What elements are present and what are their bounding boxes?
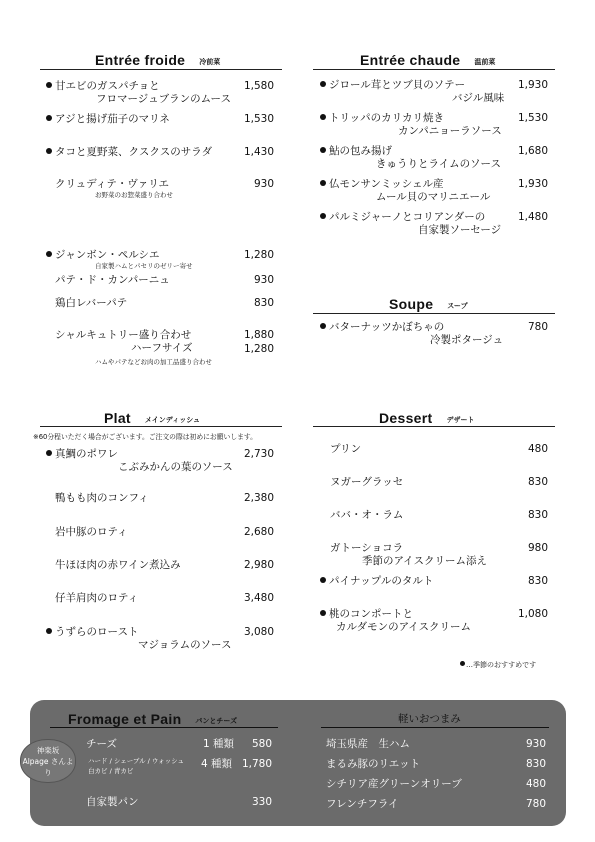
recommended-dot-icon xyxy=(320,610,326,616)
menu-item: 鴨もも肉のコンフィ xyxy=(55,492,149,504)
menu-item: うずらのロースト マジョラムのソース xyxy=(46,626,231,652)
fromage-title: Fromage et Pain xyxy=(68,711,182,727)
menu-item: 真鯛のポワレ こぶみかんの葉のソース xyxy=(46,448,233,474)
menu-item-price: 930 xyxy=(253,178,274,190)
recommended-dot-icon xyxy=(46,450,52,456)
recommended-dot-icon xyxy=(46,251,52,257)
soupe-heading xyxy=(389,296,468,312)
otsumami-item: フレンチフライ xyxy=(326,798,399,810)
otsumami-item: 埼玉県産 生ハム xyxy=(326,738,410,750)
menu-item-price: 1,080 xyxy=(517,608,548,620)
fromage-rule xyxy=(50,727,278,728)
menu-item-price: 2,730 xyxy=(243,448,274,460)
plat-heading xyxy=(104,410,200,426)
recommended-dot-icon xyxy=(46,82,52,88)
soupe-subtitle: スープ xyxy=(447,303,468,310)
dessert-title: Dessert xyxy=(379,410,433,426)
recommended-dot-icon xyxy=(320,81,326,87)
menu-item-price: 1,530 xyxy=(517,112,548,124)
recommended-dot-icon xyxy=(320,213,326,219)
menu-item: 牛ほほ肉の赤ワイン煮込み xyxy=(55,559,181,571)
menu-item: クリュディテ・ヴァリエ xyxy=(55,178,170,190)
otsumami-item: シチリア産グリーンオリーブ xyxy=(326,778,462,790)
cheese-types: ハード / シェーブル / ウォッシュ xyxy=(88,757,185,765)
menu-item-price: 830 xyxy=(527,509,548,521)
menu-item-price: 1,680 xyxy=(517,145,548,157)
entree-chaude-title: Entrée chaude xyxy=(360,52,461,68)
menu-item-price: 780 xyxy=(527,321,548,333)
menu-item: タコと夏野菜、クスクスのサラダ xyxy=(46,146,212,159)
cheese-price-2: 1,780 xyxy=(241,758,272,770)
menu-item-price: 830 xyxy=(253,297,274,309)
menu-item: 岩中豚のロティ xyxy=(55,526,128,538)
cheese-types-2: 白カビ / 青カビ xyxy=(88,767,134,775)
plat-subtitle: メインディッシュ xyxy=(144,417,201,424)
menu-item-price: 1,430 xyxy=(243,146,274,158)
menu-item-price: 1,480 xyxy=(517,211,548,223)
recommended-dot-icon xyxy=(46,628,52,634)
recommended-dot-icon xyxy=(460,661,465,666)
menu-item-price: 980 xyxy=(527,542,548,554)
entree-chaude-heading xyxy=(360,52,495,68)
cheese-price-1: 580 xyxy=(251,738,272,750)
recommended-dot-icon xyxy=(320,114,326,120)
menu-item-note: ハムやパテなどお肉の加工品盛り合わせ xyxy=(95,358,212,366)
entree-froide-subtitle: 冷前菜 xyxy=(199,59,221,66)
menu-item: アジと揚げ茄子のマリネ xyxy=(46,113,170,126)
otsumami-price: 480 xyxy=(525,778,546,790)
otsumami-price: 930 xyxy=(525,738,546,750)
recommended-dot-icon xyxy=(46,148,52,154)
menu-item: ジャンボン・ペルシエ xyxy=(46,249,160,262)
otsumami-title: 軽いおつまみ xyxy=(398,713,461,725)
menu-item: パイナップルのタルト xyxy=(320,575,433,588)
menu-item-price: 3,480 xyxy=(243,592,274,604)
menu-item-price: 1,280 xyxy=(243,249,274,261)
bread-price: 330 xyxy=(251,796,272,808)
otsumami-rule xyxy=(321,727,549,728)
plat-title: Plat xyxy=(104,410,131,426)
cheese-label: チーズ xyxy=(86,738,117,750)
menu-item-price: 2,380 xyxy=(243,492,274,504)
menu-item: 鶏白レバーパテ xyxy=(55,297,128,309)
menu-item: 甘エビのガスパチョと フロマージュブランのムース xyxy=(46,80,231,106)
cheese-qty-2: 4 種類 xyxy=(201,758,233,770)
menu-item-note: 自家製ハムとパセリのゼリー寄せ xyxy=(95,262,193,270)
menu-item-price-half: 1,280 xyxy=(243,343,274,355)
recommended-dot-icon xyxy=(320,147,326,153)
entree-chaude-subtitle: 温前菜 xyxy=(474,59,496,66)
menu-item-price: 1,580 xyxy=(243,80,274,92)
dessert-subtitle: デザート xyxy=(446,417,475,424)
soupe-rule xyxy=(313,313,555,314)
recommended-dot-icon xyxy=(320,577,326,583)
menu-item: 桃のコンポートと カルダモンのアイスクリーム xyxy=(320,608,471,634)
menu-item-price: 1,930 xyxy=(517,79,548,91)
recommended-dot-icon xyxy=(320,323,326,329)
menu-item: ヌガーグラッセ xyxy=(330,476,404,488)
entree-froide-title: Entrée froide xyxy=(95,52,186,68)
otsumami-item: まるみ豚のリエット xyxy=(326,758,421,770)
menu-item-price: 1,880 xyxy=(243,329,274,341)
menu-item-price: 1,530 xyxy=(243,113,274,125)
menu-item-price: 2,680 xyxy=(243,526,274,538)
fromage-heading xyxy=(68,711,237,727)
plat-note: ※60分程いただく場合がございます。ご注文の際は初めにお願いします。 xyxy=(33,433,257,441)
plat-rule xyxy=(40,426,282,427)
entree-froide-heading xyxy=(95,52,220,68)
menu-item: 仏モンサンミッシェル産 ムール貝のマリニエール xyxy=(320,178,490,204)
menu-item: 仔羊肩肉のロティ xyxy=(55,592,139,604)
recommended-dot-icon xyxy=(320,180,326,186)
soupe-title: Soupe xyxy=(389,296,434,312)
menu-item-note: お野菜のお惣菜盛り合わせ xyxy=(95,191,173,199)
entree-chaude-rule xyxy=(313,69,555,70)
alpage-badge: 神楽坂 Alpage さんより xyxy=(20,739,76,783)
entree-froide-rule xyxy=(40,69,282,70)
menu-item-price: 830 xyxy=(527,476,548,488)
menu-item: パルミジャーノとコリアンダーの 自家製ソーセージ xyxy=(320,211,501,237)
menu-item-price: 480 xyxy=(527,443,548,455)
recommendation-legend: …季節のおすすめです xyxy=(460,660,536,670)
menu-item-price: 1,930 xyxy=(517,178,548,190)
menu-item-price: 3,080 xyxy=(243,626,274,638)
menu-item: プリン xyxy=(330,443,362,455)
menu-item-price: 2,980 xyxy=(243,559,274,571)
otsumami-price: 830 xyxy=(525,758,546,770)
bread-label: 自家製パン xyxy=(86,796,139,808)
dessert-rule xyxy=(313,426,555,427)
dessert-heading xyxy=(379,410,474,426)
menu-item: 鮎の包み揚げ きゅうりとライムのソース xyxy=(320,145,501,171)
otsumami-price: 780 xyxy=(525,798,546,810)
menu-item: バターナッツかぼちゃの 冷製ポタージュ xyxy=(320,321,503,347)
recommended-dot-icon xyxy=(46,115,52,121)
menu-item-price: 830 xyxy=(527,575,548,587)
fromage-subtitle: パンとチーズ xyxy=(195,718,238,725)
menu-item: パテ・ド・カンパーニュ xyxy=(55,274,170,286)
menu-item: シャルキュトリー盛り合わせ ハーフサイズ xyxy=(55,329,193,354)
menu-item: トリッパのカリカリ焼き カンパニョーラソース xyxy=(320,112,502,138)
cheese-qty-1: 1 種類 xyxy=(203,738,235,750)
menu-item-price: 930 xyxy=(253,274,274,286)
menu-item: ガトーショコラ 季節のアイスクリーム添え xyxy=(330,542,487,567)
menu-item: ババ・オ・ラム xyxy=(330,509,404,521)
menu-item: ジロール茸とツブ貝のソテー バジル風味 xyxy=(320,79,504,105)
